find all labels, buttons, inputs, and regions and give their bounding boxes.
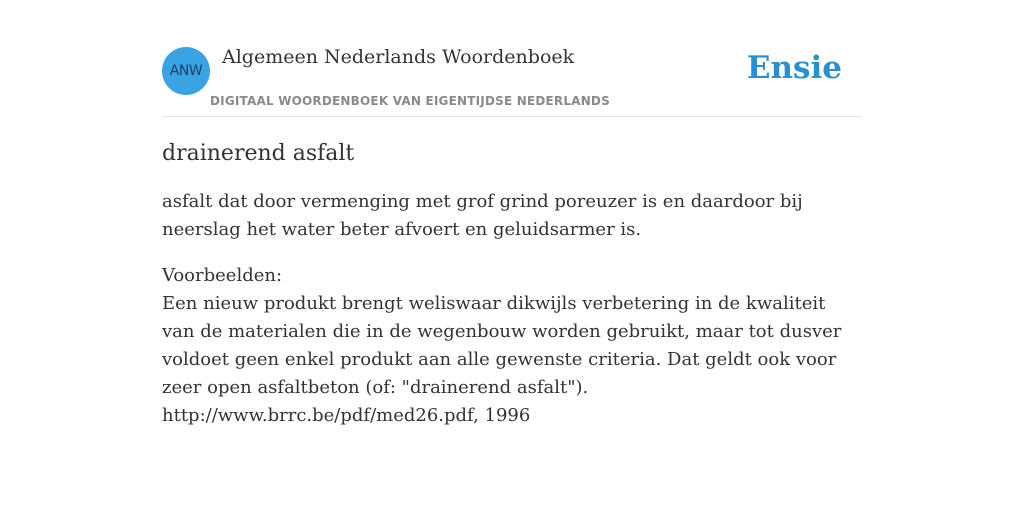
entry-content (162, 138, 862, 430)
header (162, 40, 862, 117)
entry-definition: asfalt dat door vermenging met grof grind poreuzer is en daardoor bij neerslag het water beter afvoert en geluidsarmer is. (162, 191, 803, 240)
entry-term: drainerend asfalt (162, 141, 355, 166)
dictionary-subtitle: DIGITAAL WOORDENBOEK VAN EIGENTIJDSE NEDERLANDS (210, 94, 610, 108)
example-text: Een nieuw produkt brengt weliswaar dikwijls verbetering in de kwaliteit van de materialen die in de wegenbouw worden gebruikt, maar tot dusver voldoet geen enkel produkt aan alle gewenste criteria. Dat geldt ook voor zeer open asfaltbeton (of: "drainerend asfalt"). (162, 293, 842, 398)
example-source: http://www.brrc.be/pdf/med26.pdf, 1996 (162, 405, 531, 426)
entry-examples (162, 262, 862, 430)
dictionary-name[interactable]: Algemeen Nederlands Woordenboek (222, 46, 575, 68)
anw-logo[interactable] (162, 47, 210, 95)
ensie-brand-logo[interactable]: Ensie (746, 50, 842, 86)
logo-text: ANW (169, 63, 203, 79)
examples-label: Voorbeelden: (162, 265, 283, 286)
